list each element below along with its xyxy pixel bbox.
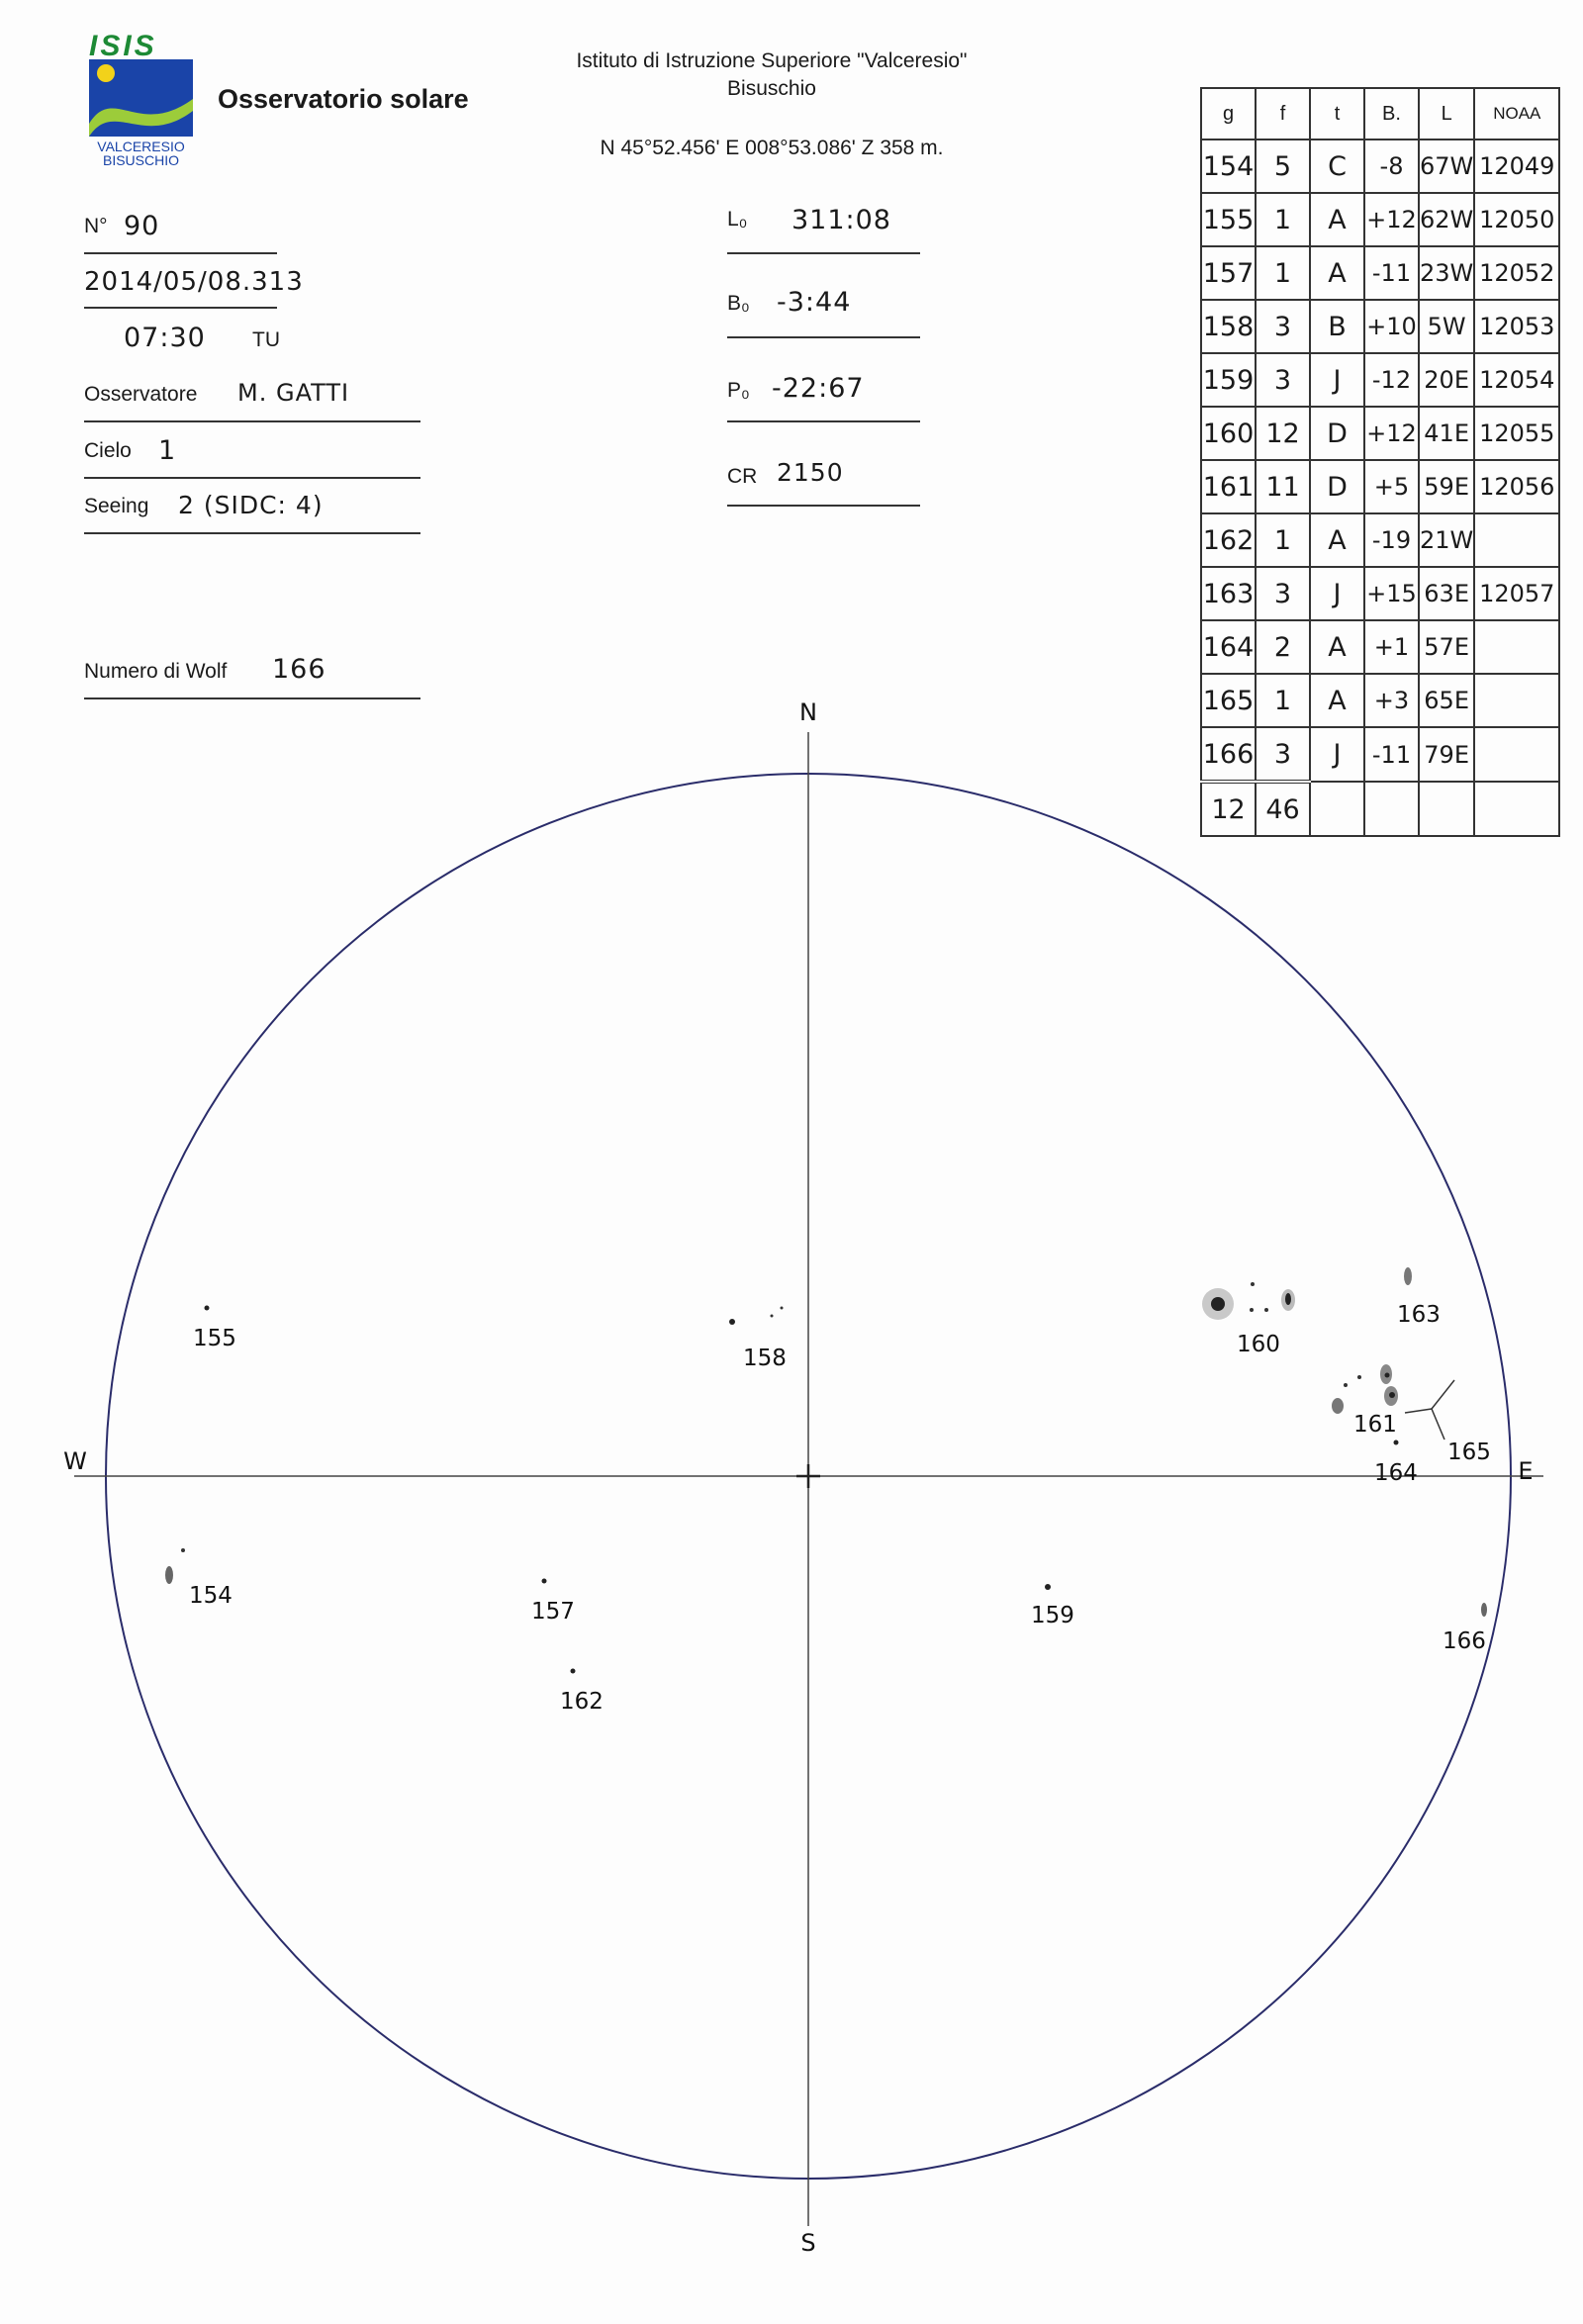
west-label: W <box>63 1447 87 1475</box>
cell-type: B <box>1310 300 1364 353</box>
cell-longitude: 20E <box>1419 353 1474 407</box>
cell-noaa: 12054 <box>1474 353 1559 407</box>
cell-type: A <box>1310 246 1364 300</box>
cell-spots: 1 <box>1256 513 1310 567</box>
cell-spots: 2 <box>1256 620 1310 674</box>
cell-longitude: 62W <box>1419 193 1474 246</box>
observer-value: M. GATTI <box>237 379 350 407</box>
cell-longitude: 63E <box>1419 567 1474 620</box>
p0-label: P₀ <box>727 379 750 402</box>
sunspot-group-163 <box>1397 1267 1441 1328</box>
date-value: 2014/05/08.313 <box>84 267 304 297</box>
cell-spots: 3 <box>1256 353 1310 407</box>
cell-type: J <box>1310 567 1364 620</box>
observatory-coordinates: N 45°52.456' E 008°53.086' Z 358 m. <box>600 137 944 159</box>
cell-spots: 1 <box>1256 193 1310 246</box>
svg-text:165: 165 <box>1447 1440 1491 1465</box>
logo-subtitle-2: BISUSCHIO <box>102 152 179 168</box>
seeing-value: 2 (SIDC: 4) <box>178 491 324 519</box>
total-group: 12 <box>1201 782 1256 836</box>
logo-subtitle-1: VALCERESIO <box>97 139 185 154</box>
cell-spots: 5 <box>1256 139 1310 193</box>
svg-text:164: 164 <box>1374 1460 1418 1486</box>
cell-noaa: 12057 <box>1474 567 1559 620</box>
cell-latitude: -19 <box>1364 513 1419 567</box>
cell-type: A <box>1310 620 1364 674</box>
cell-type: C <box>1310 139 1364 193</box>
time-value: 07:30 <box>124 323 206 353</box>
sunspot-group-162 <box>560 1669 604 1716</box>
svg-text:160: 160 <box>1237 1332 1280 1357</box>
cell-longitude: 21W <box>1419 513 1474 567</box>
cell-longitude: 57E <box>1419 620 1474 674</box>
cell-latitude: -11 <box>1364 727 1419 782</box>
sunspot-group-165 <box>1405 1380 1491 1465</box>
cell-latitude: +10 <box>1364 300 1419 353</box>
cell-spots: 3 <box>1256 567 1310 620</box>
sky-label: Cielo <box>84 439 132 462</box>
cell-type: D <box>1310 407 1364 460</box>
cell-type: J <box>1310 353 1364 407</box>
b0-value: -3:44 <box>777 287 852 318</box>
observer-label: Osservatore <box>84 383 198 406</box>
cell-group: 158 <box>1201 300 1256 353</box>
cell-spots: 3 <box>1256 727 1310 782</box>
cell-latitude: -8 <box>1364 139 1419 193</box>
institute-name: Istituto di Istruzione Superiore "Valceresio" <box>576 49 968 72</box>
header-noaa: NOAA <box>1474 88 1559 139</box>
total-spots: 46 <box>1256 782 1310 836</box>
carrington-rotation-value: 2150 <box>777 458 844 487</box>
cell-noaa: 12056 <box>1474 460 1559 513</box>
cell-longitude: 59E <box>1419 460 1474 513</box>
cell-spots: 1 <box>1256 674 1310 727</box>
cell-longitude: 79E <box>1419 727 1474 782</box>
sunspot-group-161 <box>1332 1364 1398 1438</box>
svg-text:154: 154 <box>189 1583 233 1609</box>
cell-group: 166 <box>1201 727 1256 782</box>
cell-latitude: +15 <box>1364 567 1419 620</box>
cell-group: 160 <box>1201 407 1256 460</box>
cell-noaa: 12053 <box>1474 300 1559 353</box>
svg-text:157: 157 <box>531 1599 575 1625</box>
institute-town: Bisuschio <box>727 77 816 100</box>
cell-type: A <box>1310 674 1364 727</box>
cell-group: 154 <box>1201 139 1256 193</box>
north-label: N <box>799 698 817 726</box>
cell-latitude: +5 <box>1364 460 1419 513</box>
south-label: S <box>800 2229 816 2257</box>
l0-value: 311:08 <box>792 205 891 235</box>
cell-noaa: 12052 <box>1474 246 1559 300</box>
cell-group: 155 <box>1201 193 1256 246</box>
east-label: E <box>1518 1457 1534 1485</box>
observatory-title: Osservatorio solare <box>218 84 469 114</box>
cell-type: A <box>1310 513 1364 567</box>
cell-type: D <box>1310 460 1364 513</box>
cell-latitude: +3 <box>1364 674 1419 727</box>
sunspot-group-164 <box>1374 1441 1418 1487</box>
svg-text:163: 163 <box>1397 1302 1441 1328</box>
b0-label: B₀ <box>727 292 750 315</box>
svg-text:158: 158 <box>743 1346 787 1371</box>
cell-longitude: 41E <box>1419 407 1474 460</box>
wolf-number-label: Numero di Wolf <box>84 660 228 683</box>
cell-group: 161 <box>1201 460 1256 513</box>
cell-latitude: -12 <box>1364 353 1419 407</box>
cell-spots: 12 <box>1256 407 1310 460</box>
logo-wordmark: ISIS <box>89 30 157 62</box>
cell-spots: 3 <box>1256 300 1310 353</box>
cell-noaa: 12055 <box>1474 407 1559 460</box>
cell-group: 163 <box>1201 567 1256 620</box>
carrington-rotation-label: CR <box>727 465 758 488</box>
cell-noaa: 12049 <box>1474 139 1559 193</box>
cell-latitude: +12 <box>1364 193 1419 246</box>
svg-text:155: 155 <box>193 1326 236 1351</box>
time-unit: TU <box>252 328 280 351</box>
svg-text:161: 161 <box>1353 1412 1397 1438</box>
cell-spots: 11 <box>1256 460 1310 513</box>
cell-type: A <box>1310 193 1364 246</box>
cell-spots: 1 <box>1256 246 1310 300</box>
cell-longitude: 5W <box>1419 300 1474 353</box>
cell-group: 157 <box>1201 246 1256 300</box>
p0-value: -22:67 <box>772 373 865 404</box>
header-latitude: B. <box>1364 88 1419 139</box>
cell-longitude: 65E <box>1419 674 1474 727</box>
cell-group: 165 <box>1201 674 1256 727</box>
cell-noaa: 12050 <box>1474 193 1559 246</box>
wolf-number-value: 166 <box>272 654 326 685</box>
sunspot-group-158 <box>729 1307 787 1372</box>
sunspot-group-155 <box>193 1306 236 1352</box>
cell-type: J <box>1310 727 1364 782</box>
cell-latitude: +12 <box>1364 407 1419 460</box>
header-type: t <box>1310 88 1364 139</box>
svg-text:159: 159 <box>1031 1603 1074 1628</box>
sunspot-group-166 <box>1443 1603 1487 1654</box>
l0-label: L₀ <box>727 208 748 231</box>
seeing-label: Seeing <box>84 495 149 517</box>
sky-value: 1 <box>158 435 177 466</box>
svg-text:166: 166 <box>1443 1628 1486 1654</box>
sunspot-group-159 <box>1031 1584 1074 1628</box>
report-number-label: N° <box>84 215 108 237</box>
header-spots: f <box>1256 88 1310 139</box>
cell-group: 164 <box>1201 620 1256 674</box>
sunspot-group-157 <box>531 1579 575 1626</box>
header-longitude: L <box>1419 88 1474 139</box>
svg-text:162: 162 <box>560 1689 604 1715</box>
cell-longitude: 23W <box>1419 246 1474 300</box>
header-group: g <box>1201 88 1256 139</box>
sunspot-group-154 <box>165 1548 233 1609</box>
cell-group: 162 <box>1201 513 1256 567</box>
cell-latitude: -11 <box>1364 246 1419 300</box>
report-number-value: 90 <box>124 211 160 241</box>
cell-longitude: 67W <box>1419 139 1474 193</box>
cell-latitude: +1 <box>1364 620 1419 674</box>
cell-group: 159 <box>1201 353 1256 407</box>
sunspot-group-160 <box>1202 1282 1295 1357</box>
